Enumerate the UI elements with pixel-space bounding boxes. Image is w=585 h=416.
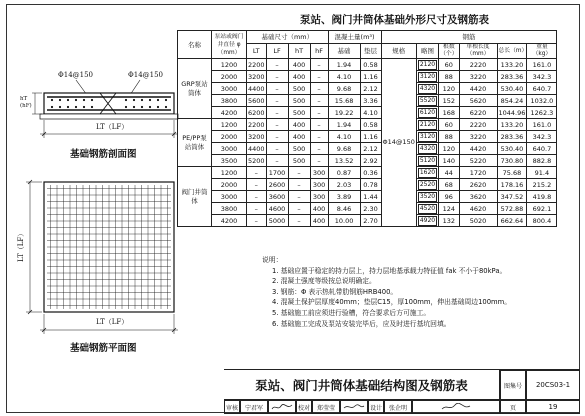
cell-lt: –: [247, 203, 267, 215]
cell-base: 1.94: [328, 59, 360, 71]
cell-hf: –: [310, 131, 328, 143]
sketch-bar: 6120: [419, 109, 436, 116]
rebar-label-right: Φ14@150: [128, 71, 164, 79]
cell-dia: 1200: [212, 119, 247, 131]
cell-ul: 4420: [459, 83, 497, 95]
cell-tl: 133.20: [497, 59, 527, 71]
cell-tl: 347.52: [497, 191, 527, 203]
cell-hf: 400: [310, 215, 328, 227]
cell-sketch: [416, 203, 438, 215]
cell-sketch: [416, 59, 438, 71]
table-row: [178, 83, 557, 95]
cell-lt: 5600: [248, 96, 265, 105]
cell-pad: 2.70: [360, 215, 381, 227]
cell-sketch: [416, 179, 438, 191]
th-base: 基础: [328, 44, 360, 59]
sketch-bar: 3520: [419, 193, 436, 200]
note-item: 2. 混凝土强度等级按总说明确定。: [272, 277, 376, 286]
check-label: 校对: [296, 400, 312, 414]
cell-base: 9.68: [328, 83, 360, 95]
th-diameter: 泵站或阀门井直径 φ（mm）: [212, 31, 247, 59]
cell-sketch: [416, 95, 438, 107]
cell-dia: 3000: [212, 143, 247, 155]
group-name: 阀门井筒体: [178, 167, 212, 227]
cell-pad: 1.16: [360, 131, 381, 143]
table-row: [178, 179, 557, 191]
cell-cnt: 124: [439, 203, 459, 215]
table-row: [178, 215, 557, 227]
designer-signature: [412, 400, 500, 414]
cell-base: 13.52: [328, 155, 360, 167]
cell-lt: –: [247, 179, 267, 191]
cell-ht: 500: [288, 107, 310, 119]
cell-cnt: 120: [439, 143, 459, 155]
th-rebar: 钢筋: [381, 31, 557, 44]
cell-cnt: 96: [439, 191, 459, 203]
cell-lt: –: [247, 215, 267, 227]
cell-ul: 2220: [459, 119, 497, 131]
cell-hf: –: [310, 107, 328, 119]
cell-base: 4.10: [328, 71, 360, 83]
cell-base: 0.87: [328, 167, 360, 179]
title-block: [224, 369, 580, 413]
cell-lt: 6200: [248, 108, 265, 117]
rebar-table: [177, 30, 557, 227]
cell-wt: 419.8: [527, 191, 557, 203]
sketch-bar: 4320: [419, 85, 436, 92]
cell-ht: 400: [288, 59, 310, 71]
cell-tl: 662.64: [497, 215, 527, 227]
cell-ul: 1720: [459, 167, 497, 179]
cell-wt: 342.3: [527, 131, 557, 143]
cell-wt: 640.7: [527, 143, 557, 155]
cell-sketch: [416, 131, 438, 143]
cell-pad: 2.30: [360, 203, 381, 215]
cell-tl: 75.68: [497, 167, 527, 179]
cell-pad: 0.78: [360, 179, 381, 191]
cell-dia: 3000: [212, 191, 247, 203]
cell-lf: –: [266, 131, 288, 143]
cell-tl: 530.40: [497, 83, 527, 95]
cell-cnt: 88: [439, 71, 459, 83]
th-hf: hF: [310, 44, 328, 59]
rebar-label-left: Φ14@150: [58, 71, 94, 79]
note-item: 3. 钢筋：Φ 表示热轧带肋钢筋HRB400。: [272, 287, 398, 296]
cell-dia: 1200: [212, 167, 247, 179]
cell-lf: –: [266, 59, 288, 71]
cell-tl: 178.16: [497, 179, 527, 191]
cell-tl: 1044.96: [498, 108, 526, 117]
section-length-label: LT（LF）: [96, 123, 129, 131]
cell-wt: 215.2: [527, 179, 557, 191]
section-height-label: hT: [20, 96, 28, 102]
cell-sketch: [416, 155, 438, 167]
review-label: 审核: [224, 400, 240, 414]
cell-sketch: [416, 107, 438, 119]
cell-dia: 1200: [212, 59, 247, 71]
table-title: 泵站、阀门井筒体基础外形尺寸及钢筋表: [300, 14, 489, 26]
cell-ul: 5020: [459, 215, 497, 227]
cell-cnt: 88: [439, 131, 459, 143]
cell-base: 3.89: [328, 191, 360, 203]
table-row: [178, 131, 557, 143]
cell-pad: 0.36: [360, 167, 381, 179]
cell-pad: 1.16: [360, 71, 381, 83]
page-number: 19: [526, 400, 580, 414]
cell-lt: 5200: [248, 156, 265, 165]
cell-ul: 5220: [459, 155, 497, 167]
sketch-bar: 4520: [419, 205, 436, 212]
section-height-label-alt: (hF): [20, 103, 32, 109]
cell-ht: 500: [288, 83, 310, 95]
cell-base: 9.68: [328, 143, 360, 155]
cell-dia: 2000: [212, 179, 247, 191]
cell-lf: –: [266, 71, 288, 83]
cell-dia: 3800: [212, 203, 247, 215]
sketch-bar: 3120: [419, 73, 436, 80]
sketch-bar: 3120: [419, 133, 436, 140]
note-item: 4. 混凝土保护层厚度40mm；垫层C15，厚100mm，伸出基础周边100mm。: [272, 298, 512, 307]
cell-sketch: [416, 71, 438, 83]
cell-cnt: 168: [439, 107, 459, 119]
th-ht: hT: [288, 44, 310, 59]
note-item: 1. 基础应置于稳定的持力层上，持力层地基承载力特征值 fak 不小于80kPa。: [272, 266, 507, 275]
cell-dia: 2000: [212, 71, 247, 83]
cell-lt: 4400: [248, 144, 265, 153]
cell-base: 15.68: [328, 95, 360, 107]
cell-cnt: 120: [439, 83, 459, 95]
th-dims: 基础尺寸（mm）: [247, 31, 329, 44]
design-label: 设计: [368, 400, 384, 414]
table-row: [178, 119, 557, 131]
th-sketch: 略图: [416, 44, 438, 59]
table-row: [178, 95, 557, 107]
plan-caption: 基础钢筋平面图: [70, 343, 137, 354]
cell-ul: 3220: [459, 71, 497, 83]
th-name: 名称: [178, 31, 212, 59]
cell-wt: 91.4: [527, 167, 557, 179]
cell-ht: 500: [288, 143, 310, 155]
cell-wt: 882.8: [527, 155, 557, 167]
cell-wt: 1032.0: [527, 95, 557, 107]
plan-side-label: LT（LF）: [17, 229, 25, 262]
cell-lf: –: [266, 155, 288, 167]
cell-ht: –: [288, 191, 310, 203]
cell-hf: 300: [310, 191, 328, 203]
cell-hf: –: [310, 119, 328, 131]
sketch-bar: 2120: [419, 61, 436, 68]
cell-dia: 4200: [212, 215, 247, 227]
cell-lt: 3200: [248, 72, 265, 81]
cell-ht: 400: [288, 119, 310, 131]
cell-hf: 300: [310, 179, 328, 191]
plan-svg: [0, 0, 180, 380]
cell-sketch: [416, 215, 438, 227]
cell-cnt: 132: [439, 215, 459, 227]
section-caption: 基础钢筋剖面图: [70, 149, 137, 160]
cell-sketch: [416, 191, 438, 203]
cell-lf: –: [266, 119, 288, 131]
designer-name: 张企明: [384, 400, 412, 414]
cell-lf: 2600: [266, 179, 288, 191]
cell-cnt: 140: [439, 155, 459, 167]
cell-ht: –: [288, 203, 310, 215]
cell-dia: 3000: [212, 83, 247, 95]
table-row: [178, 59, 557, 71]
cell-ht: –: [288, 215, 310, 227]
cell-cnt: 60: [439, 59, 459, 71]
sketch-bar: 4320: [419, 145, 436, 152]
atlas-number: 20CS03-1: [526, 370, 580, 400]
table-row: [178, 155, 557, 167]
cell-base: 1.94: [328, 119, 360, 131]
cell-pad: 4.10: [360, 107, 381, 119]
cell-cnt: 44: [439, 167, 459, 179]
cell-sketch: [416, 83, 438, 95]
cell-lf: –: [266, 107, 288, 119]
cell-hf: –: [310, 143, 328, 155]
cell-base: 2.03: [328, 179, 360, 191]
th-spec: 规格: [381, 44, 416, 59]
cell-cnt: 68: [439, 179, 459, 191]
note-item: 6. 基础施工完成及泵站安装完毕后，应及时进行基坑回填。: [272, 319, 451, 328]
cell-ht: 500: [288, 95, 310, 107]
cell-lt: –: [247, 167, 267, 179]
cell-hf: –: [310, 83, 328, 95]
cell-spec: Φ14@150: [381, 59, 416, 227]
cell-wt: 640.7: [527, 83, 557, 95]
group-name: PE/PP泵站筒体: [178, 119, 212, 167]
drawing-title: 泵站、阀门井筒体基础结构图及钢筋表: [224, 370, 500, 400]
sketch-bar: 1620: [419, 169, 436, 176]
cell-lt: 2200: [248, 120, 265, 129]
cell-ul: 4620: [459, 203, 497, 215]
th-lt: LT: [247, 44, 267, 59]
cell-lf: –: [266, 143, 288, 155]
cell-lf: 5000: [266, 215, 288, 227]
sketch-bar: 2520: [419, 181, 436, 188]
cell-hf: –: [310, 95, 328, 107]
table-row: [178, 167, 557, 179]
table-row: [178, 71, 557, 83]
sketch-bar: 5120: [419, 157, 436, 164]
cell-dia: 4200: [212, 107, 247, 119]
reviewer-name: 宁君军: [240, 400, 268, 414]
cell-pad: 2.12: [360, 83, 381, 95]
cell-lt: 3200: [248, 132, 265, 141]
cell-pad: 0.58: [360, 119, 381, 131]
cell-ul: 3620: [459, 191, 497, 203]
cell-tl: 133.20: [497, 119, 527, 131]
cell-wt: 161.0: [527, 59, 557, 71]
cell-ul: 2220: [459, 59, 497, 71]
cell-dia: 3800: [212, 95, 247, 107]
cell-hf: –: [310, 155, 328, 167]
note-item: 5. 基础施工前应须进行验槽，符合要求后方可施工。: [272, 308, 431, 317]
cell-dia: 3500: [212, 155, 247, 167]
cell-ul: 5620: [459, 95, 497, 107]
cell-wt: 1262.3: [527, 107, 557, 119]
table-row: [178, 107, 557, 119]
cell-tl: 572.88: [497, 203, 527, 215]
cell-pad: 1.44: [360, 191, 381, 203]
cell-lt: 4400: [248, 84, 265, 93]
cell-ul: 4420: [459, 143, 497, 155]
cell-ht: 400: [288, 131, 310, 143]
cell-wt: 800.4: [527, 215, 557, 227]
th-concrete: 混凝土量(m³): [328, 31, 381, 44]
th-total-length: 总长（m）: [497, 44, 527, 59]
th-count: 根数（个）: [440, 44, 458, 57]
table-row: [178, 191, 557, 203]
checker-signature: [340, 400, 368, 414]
cell-ht: 500: [288, 155, 310, 167]
cell-lf: 4600: [266, 203, 288, 215]
cell-base: 8.46: [328, 203, 360, 215]
notes-heading: 说明：: [262, 256, 283, 264]
cell-sketch: [416, 143, 438, 155]
plan-length-label: LT（LF）: [96, 318, 129, 326]
sketch-bar: 5520: [419, 97, 436, 104]
page-label: 页: [500, 400, 526, 414]
th-unit-length: 单根长度（mm）: [459, 44, 497, 59]
checker-name: 郑莹莹: [312, 400, 340, 414]
cell-lf: –: [266, 83, 288, 95]
cell-base: 10.00: [328, 215, 360, 227]
cell-ul: 6220: [459, 107, 497, 119]
cell-pad: 2.92: [360, 155, 381, 167]
cell-sketch: [416, 119, 438, 131]
atlas-label: 图集号: [500, 370, 526, 400]
cell-hf: 300: [310, 167, 328, 179]
cell-tl: 530.40: [497, 143, 527, 155]
cell-lt: –: [247, 191, 267, 203]
cell-lt: 2200: [248, 60, 265, 69]
th-lf: LF: [266, 44, 288, 59]
cell-lf: –: [266, 95, 288, 107]
cell-cnt: 60: [439, 119, 459, 131]
cell-wt: 161.0: [527, 119, 557, 131]
notes: [262, 255, 511, 329]
sketch-bar: 4920: [419, 217, 436, 224]
cell-pad: 3.36: [360, 95, 381, 107]
cell-pad: 2.12: [360, 143, 381, 155]
cell-tl: 730.80: [497, 155, 527, 167]
cell-pad: 0.58: [360, 59, 381, 71]
cell-ht: –: [288, 167, 310, 179]
group-name: GRP泵站筒体: [178, 59, 212, 119]
reviewer-signature: [268, 400, 296, 414]
cell-ul: 2620: [459, 179, 497, 191]
cell-cnt: 152: [439, 95, 459, 107]
cell-ht: –: [288, 179, 310, 191]
cell-tl: 854.24: [497, 95, 527, 107]
cell-hf: 400: [310, 203, 328, 215]
cell-dia: 2000: [212, 131, 247, 143]
th-cushion: 垫层: [360, 44, 381, 59]
cell-hf: –: [310, 59, 328, 71]
cell-lf: 3600: [266, 191, 288, 203]
cell-lf: 1700: [266, 167, 288, 179]
cell-wt: 692.1: [527, 203, 557, 215]
cell-sketch: [416, 167, 438, 179]
sketch-bar: 2120: [419, 121, 436, 128]
table-row: [178, 143, 557, 155]
cell-tl: 283.36: [497, 71, 527, 83]
cell-base: 19.22: [328, 107, 360, 119]
cell-hf: –: [310, 71, 328, 83]
cell-wt: 342.3: [527, 71, 557, 83]
cell-tl: 283.36: [497, 131, 527, 143]
th-weight: 重量（kg）: [527, 44, 557, 59]
table-row: [178, 203, 557, 215]
cell-ht: 400: [288, 71, 310, 83]
cell-base: 4.10: [328, 131, 360, 143]
cell-ul: 3220: [459, 131, 497, 143]
